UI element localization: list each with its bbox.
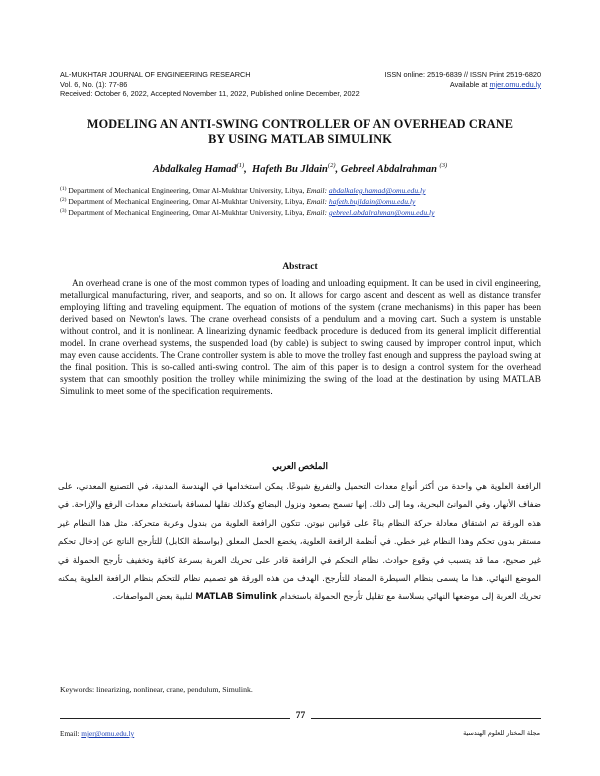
footer-email: [60, 729, 134, 738]
email-label: Email:: [306, 186, 329, 195]
email-label: Email:: [306, 197, 329, 206]
page-number: [60, 711, 541, 721]
abstract-heading: Abstract: [282, 262, 318, 272]
affiliation-email[interactable]: hafeth.bujldain@omu.edu.ly: [328, 197, 416, 206]
affiliation-email[interactable]: gebreel.abdalrahman@omu.edu.ly: [328, 208, 435, 217]
page-number-text: 77: [290, 711, 312, 721]
available-label: Available at: [449, 79, 490, 89]
abstract-body: An overhead crane is one of the most common types of loading and unloading equipment. It can be used in civil engineering, metallurgical manufacturing, river, and seaports, and so on. It allows for cargo ascent and descent as well as distance transfer employing lifting and traveling equipment. The equation of motions of the system (crane mechanisms) in this paper has been derived based on Newton's laws. The crane overhead consists of a pendulum and a moving cart. Such a system is unstable without control, and it is nonlinear. A linearizing dynamic feedback procedure is deduced from its general implicit differential model. In crane overhead systems, the suspended load (by cable) is subject to swing caused by improper control input, which may even cause accidents. The Crane controller system is able to move the trolley fast enough and suppress the payload swing at the final position. This is so-called anti-swing control. The aim of this paper is to design a control system for the overhead system that can smoothly position the trolley while minimizing the swing of the load at the destination by using MATLAB Simulink to meet some of the specification requirements.: [60, 279, 541, 397]
email-label: Email:: [306, 208, 329, 217]
journal-link[interactable]: mjer.omu.edu.ly: [489, 79, 541, 89]
title-line-2: BY USING MATLAB SIMULINK: [208, 132, 392, 146]
author-name: Hafeth Bu Jldain: [252, 164, 328, 175]
author-sup: (2): [327, 162, 336, 169]
affiliation-sup: (3): [60, 208, 67, 214]
author-list: Abdalkaleg Hamad$^{(1)}$, Hafeth Bu Jldain$^{(2)}$, Gebreel Abdalrahman $^{(3)}$: [152, 162, 448, 175]
issn: ISSN online: 2519-6839 // ISSN Print 2519-6820: [384, 70, 541, 79]
author-sup: (3): [439, 162, 448, 169]
affiliation-text: Department of Mechanical Engineering, Omar Al-Mukhtar University, Libya,: [66, 197, 307, 206]
title-line-1: MODELING AN ANTI-SWING CONTROLLER OF AN OVERHEAD CRANE: [86, 117, 514, 131]
journal-header-left: [60, 70, 360, 99]
footer-journal-arabic: مجلة المختار للعلوم الهندسية: [463, 729, 540, 737]
affiliation-sup: (2): [60, 197, 67, 203]
availability: [384, 80, 541, 90]
arabic-matlab: MATLAB: [195, 591, 234, 602]
received-dates: Received: October 6, 2022, Accepted November 11, 2022, Published online December, 2022: [60, 89, 360, 98]
journal-name: AL-MUKHTAR JOURNAL OF ENGINEERING RESEARCH: [60, 70, 251, 79]
arabic-abstract-body: [58, 477, 541, 606]
affiliation-sup: (1): [60, 186, 67, 192]
footer-email-link[interactable]: mjer@omu.edu.ly: [81, 729, 135, 738]
paper-title: [60, 117, 540, 147]
affiliation-text: Department of Mechanical Engineering, Omar Al-Mukhtar University, Libya,: [66, 186, 307, 195]
author-name: Gebreel Abdalrahman: [340, 164, 437, 175]
arabic-abstract-heading: الملخص العربي: [272, 461, 328, 471]
journal-volume: Vol. 6, No. (1): 77-86: [60, 79, 128, 89]
journal-header-right: [384, 70, 541, 89]
keywords: Keywords: linearizing, nonlinear, crane, pendulum, Simulink.: [60, 685, 253, 694]
arabic-text: الرافعة العلوية هي واحدة من أكثر أنواع معدات التحميل والتفريغ شيوعًا. يمكن استخدامها في الهندسة المدنية، في التصنيع المعدني، على ضفاف الأنهار، وفي الموانئ البحرية، وما إلى ذلك. إنها تسمح بصعود ونزول البضائع وكذلك نقلها لمسافة باستخدام معدات الرفع والإزاحة. في هذه الورقة تم اشتقاق معادلة حركة النظام بناءً على قوانين نيوتن. تتكون الرافعة العلوية من بندول وعربة متحركة. مثل هذا النظام غير مستقر بدون تحكم وهذا النظام غير خطي. في أنظمة الرافعة العلوية، يخضع الحمل المعلق (بواسطة الكابل) للتأرجح الناتج عن إدخال تحكم غير صحيح، مما قد يتسبب في وقوع حوادث. نظام التحكم في الرافعة قادر على تحريك العربة بسرعة كافية وتخفيف تأرجح الحمولة في الموضع النهائي. هذا ما يسمى بنظام السيطرة المضاد للتأرجح. الهدف من هذه الورقة هو تصميم نظام للتحكم بنظام الرافعة العلوية يمكنه تحريك العربة إلى موضعها النهائي بسلاسة مع تقليل تأرجح الحمولة باستخدام: [58, 481, 541, 602]
author-name: Abdalkaleg Hamad: [152, 164, 237, 175]
affiliation: [60, 206, 560, 218]
affiliation-text: Department of Mechanical Engineering, Omar Al-Mukhtar University, Libya,: [66, 208, 307, 217]
arabic-simulink: Simulink: [236, 591, 278, 602]
footer-email-label: Email:: [60, 729, 82, 738]
author-sup: (1): [236, 162, 245, 169]
affiliation-email[interactable]: abdalkaleg.hamad@omu.edu.ly: [328, 186, 426, 195]
arabic-tail: لتلبية بعض المواصفات.: [112, 591, 196, 602]
